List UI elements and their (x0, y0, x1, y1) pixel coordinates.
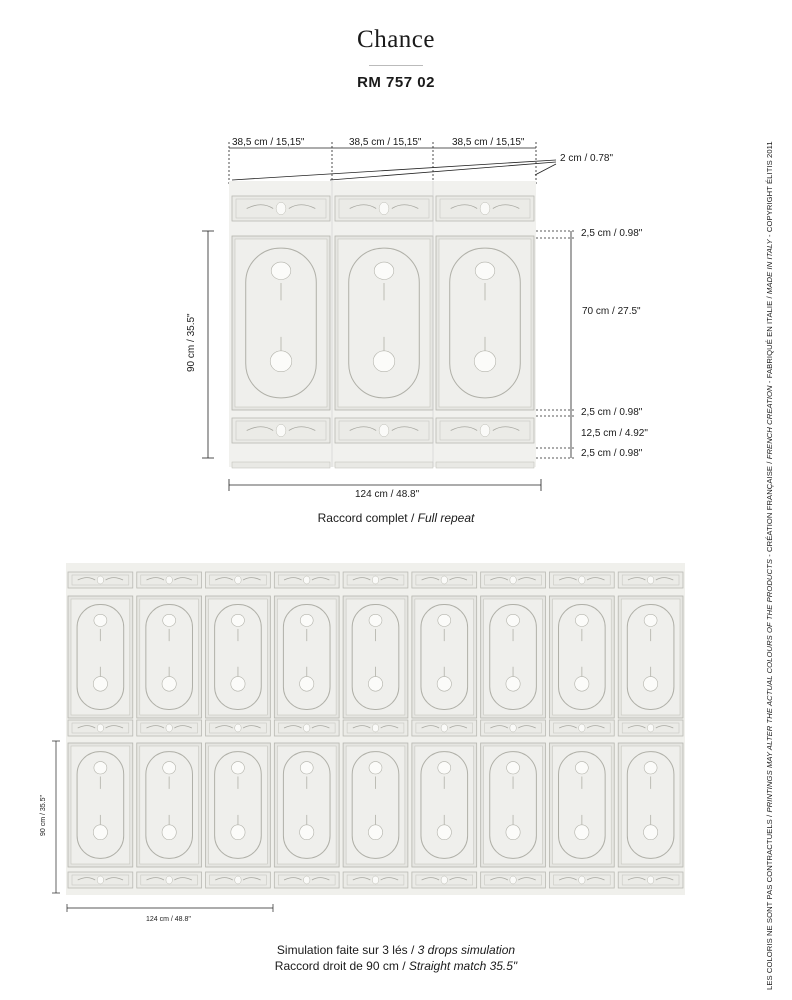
side-text-3: - CRÉATION FRANÇAISE / (765, 459, 774, 560)
side-disclaimer (765, 141, 774, 990)
frieze-edge (335, 462, 433, 468)
side-text-2: PRINTINGS MAY ALTER THE ACTUAL COLOURS OF THE PRODUCTS (765, 559, 774, 813)
simulation-width: 124 cm / 48.8" (146, 916, 191, 923)
bottom-ornament (300, 825, 314, 840)
simulation-caption-1: Simulation faite sur 3 lés / 3 drops simulation (276, 943, 516, 957)
top-ornament (644, 614, 657, 626)
frieze-ornament (647, 576, 653, 584)
product-reference: RM 757 02 (357, 74, 435, 91)
top-ornament (94, 614, 107, 626)
top-ornament (300, 762, 313, 774)
frieze-ornament (510, 724, 516, 732)
bottom-ornament (373, 351, 395, 372)
simulation-caption-1-en: 3 drops simulation (417, 943, 516, 957)
top-ornament (231, 614, 244, 626)
top-ornament (300, 614, 313, 626)
bottom-ornament (575, 677, 589, 692)
overlap-dimension: 2 cm / 0.78" (560, 153, 614, 164)
side-text-7: - COPYRIGHT ÉLITIS 2011 (765, 141, 774, 240)
frieze-ornament (372, 576, 378, 584)
frieze-edge (436, 462, 534, 468)
top-ornament (507, 762, 520, 774)
top-ornament (163, 614, 176, 626)
frieze-ornament (379, 424, 389, 437)
simulation-image (0, 560, 792, 960)
side-text-6: MADE IN ITALY (765, 239, 774, 295)
frieze-ornament (579, 576, 585, 584)
top-ornament (94, 762, 107, 774)
frieze-ornament (97, 724, 103, 732)
frieze-ornament (579, 876, 585, 884)
frieze-ornament (97, 576, 103, 584)
top-ornament (369, 762, 382, 774)
frieze-ornament (166, 724, 172, 732)
top-ornament (163, 762, 176, 774)
simulation-caption-2-fr: Raccord droit de 90 cm (274, 959, 399, 973)
bottom-ornament (474, 351, 496, 372)
frieze-ornament (480, 202, 490, 215)
bottom-ornament (506, 677, 520, 692)
top-ornament (575, 762, 588, 774)
dim-top-border: 2,5 cm / 0.98" (581, 228, 643, 239)
bottom-ornament (93, 825, 107, 840)
diagram-height: 90 cm / 35.5" (186, 313, 197, 372)
simulation-height: 90 cm / 35.5" (40, 794, 47, 836)
frieze-ornament (441, 576, 447, 584)
diagram-width: 124 cm / 48.8" (355, 489, 420, 500)
frieze-ornament (379, 202, 389, 215)
side-text-5: - FABRIQUÉ EN ITALIE / (765, 294, 774, 386)
simulation-caption-1-fr: Simulation faite sur 3 lés (276, 943, 408, 957)
top-ornament (438, 762, 451, 774)
page-title: Chance (357, 26, 435, 53)
repeat-caption-en: Full repeat (417, 511, 475, 525)
frieze-ornament (303, 576, 309, 584)
bottom-ornament (231, 677, 245, 692)
frieze-ornament (276, 202, 286, 215)
bottom-ornament (93, 677, 107, 692)
frieze-ornament (579, 724, 585, 732)
frieze-ornament (303, 876, 309, 884)
top-ornament (369, 614, 382, 626)
top-ornament (507, 614, 520, 626)
bottom-ornament (643, 677, 657, 692)
side-text-4: FRENCH CREATION (765, 385, 774, 460)
top-ornament (374, 262, 394, 279)
repeat-caption: Raccord complet / Full repeat (317, 511, 475, 525)
frieze-ornament (166, 576, 172, 584)
top-ornament (231, 762, 244, 774)
repeat-caption-fr: Raccord complet (317, 511, 408, 525)
dim-bottom-border: 2,5 cm / 0.98" (581, 448, 643, 459)
bottom-ornament (300, 677, 314, 692)
frieze-ornament (166, 876, 172, 884)
bottom-ornament (437, 677, 451, 692)
top-ornament (575, 614, 588, 626)
frieze-ornament (235, 724, 241, 732)
dim-panel-height: 70 cm / 27.5" (582, 306, 641, 317)
simulation-caption-2: Raccord droit de 90 cm / Straight match 35.5" (274, 959, 518, 973)
frieze-ornament (372, 724, 378, 732)
bottom-ornament (270, 351, 292, 372)
frieze-ornament (647, 876, 653, 884)
top-ornament (644, 762, 657, 774)
frieze-ornament (372, 876, 378, 884)
frieze-ornament (510, 576, 516, 584)
bottom-ornament (575, 825, 589, 840)
strip-width-1: 38,5 cm / 15,15" (232, 137, 305, 148)
frieze-ornament (441, 876, 447, 884)
frieze-ornament (276, 424, 286, 437)
bottom-ornament (231, 825, 245, 840)
bottom-ornament (162, 677, 176, 692)
bottom-ornament (643, 825, 657, 840)
bottom-ornament (368, 825, 382, 840)
bottom-ornament (162, 825, 176, 840)
bottom-ornament (437, 825, 451, 840)
strip-width-3: 38,5 cm / 15,15" (452, 137, 525, 148)
bottom-ornament (506, 825, 520, 840)
frieze-edge (232, 462, 330, 468)
frieze-ornament (480, 424, 490, 437)
simulation-caption-2-en: Straight match 35.5" (408, 959, 518, 973)
dim-mid-border: 2,5 cm / 0.98" (581, 407, 643, 418)
side-text-1: LES COLORIS NE SONT PAS CONTRACTUELS / (765, 812, 774, 990)
frieze-ornament (510, 876, 516, 884)
top-ornament (271, 262, 291, 279)
strip-width-2: 38,5 cm / 15,15" (349, 137, 422, 148)
frieze-ornament (441, 724, 447, 732)
top-ornament (438, 614, 451, 626)
top-ornament (475, 262, 495, 279)
frieze-ornament (235, 876, 241, 884)
dim-frieze-height: 12,5 cm / 4.92" (581, 428, 648, 439)
bottom-ornament (368, 677, 382, 692)
frieze-ornament (97, 876, 103, 884)
frieze-ornament (647, 724, 653, 732)
frieze-ornament (303, 724, 309, 732)
frieze-ornament (235, 576, 241, 584)
